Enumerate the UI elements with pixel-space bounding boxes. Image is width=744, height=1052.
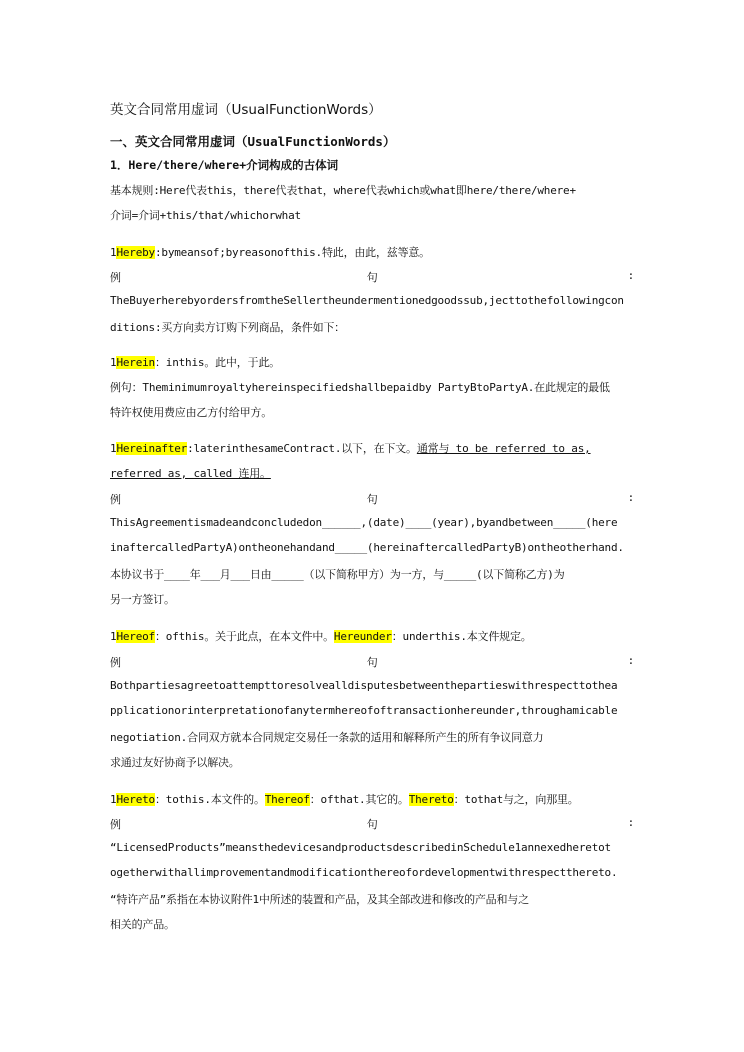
term-herein: Herein [116,356,155,369]
document-title: 英文合同常用虚词（UsualFunctionWords） [110,102,382,118]
item-number: 1 [110,442,117,455]
example-line: pplicationorinterpretationofanytermhereofoftransactionhereunder,throughamicable [110,704,618,717]
example-line: 相关的产品。 [110,918,175,931]
example-line: 本协议书于____年___月___日由_____（以下简称甲方）为一方，与_____(以下简称乙方)为 [110,568,565,581]
definition-text: :laterinthesameContract.以下，在下文。 [187,442,417,455]
example-line: 另一方签订。 [110,593,175,606]
example-line: 特许权使用费应由乙方付给甲方。 [110,406,272,419]
item-number: 1 [110,793,117,806]
rule-line-2: 介词=介词+this/that/whichorwhat [110,209,301,222]
example-line: 求通过友好协商予以解决。 [110,756,240,769]
herein-definition [110,354,634,370]
term-hereunder: Hereunder [333,630,392,643]
example-label: 例 句 : [110,491,634,506]
definition-text: ：inthis。此中，于此。 [154,356,280,369]
definition-text: ：tothis.本文件的。 [154,793,265,806]
item-number: 1 [110,246,117,259]
definition-text: ：underthis.本文件规定。 [391,630,532,643]
definition-text: ：ofthis。关于此点，在本文件中。 [154,630,334,643]
term-hereto: Hereto [116,793,155,806]
hereto-definition [110,791,634,807]
example-label: 例 句 : [110,654,634,669]
definition-text: ：tothat与之，向那里。 [453,793,579,806]
example-label: 例 句 : [110,269,634,284]
rule-line-1: 基本规则:Here代表this，there代表that，where代表which或what即here/there/where+ [110,184,576,197]
section-heading: 一、英文合同常用虚词（UsualFunctionWords） [110,134,396,149]
term-hereby: Hereby [116,246,155,259]
example-line: ThisAgreementismadeandconcludedon______,(date)____(year),byandbetween_____(here [110,516,618,529]
hereof-definition [110,628,634,644]
definition-text: ：ofthat.其它的。 [309,793,409,806]
term-hereof: Hereof [116,630,155,643]
example-line: negotiation.合同双方就本合同规定交易任一条款的适用和解释所产生的所有争议同意力 [110,731,544,744]
usage-note: 通常与 to be referred to as, [416,442,591,455]
definition-text: :bymeansof;byreasonofthis.特此，由此，兹等意。 [154,246,430,259]
subsection-heading: 1．Here/there/where+介词构成的古体词 [110,158,339,172]
example-line: Bothpartiesagreetoattempttoresolvealldisputesbetweenthepartieswithrespecttothea [110,679,618,692]
hereby-definition [110,244,634,260]
example-line: ditions:买方向卖方订购下列商品，条件如下： [110,321,345,334]
example-line: TheBuyerherebyordersfromtheSellertheundermentionedgoodssub,jecttothefollowingcon [110,294,624,307]
example-line: 例句：Theminimumroyaltyhereinspecifiedshallbepaidby PartyBtoPartyA.在此规定的最低 [110,381,610,394]
example-line: “特许产品”系指在本协议附件1中所述的装置和产品，及其全部改进和修改的产品和与之 [110,893,529,906]
example-line: ogetherwithallimprovementandmodificationthereofordevelopmentwithrespectthereto. [110,866,618,879]
term-thereof: Thereof [264,793,310,806]
example-line: inaftercalledPartyA)ontheonehandand_____(hereinaftercalledPartyB)ontheotherhand. [110,541,624,554]
item-number: 1 [110,356,117,369]
term-thereto: Thereto [408,793,454,806]
hereinafter-definition [110,440,634,456]
item-number: 1 [110,630,117,643]
term-hereinafter: Hereinafter [116,442,188,455]
usage-note-line: referred as, called 连用。 [110,467,271,480]
example-line: “LicensedProducts”meansthedevicesandproductsdescribedinSchedule1annexedheretot [110,841,611,854]
example-label: 例 句 : [110,816,634,831]
